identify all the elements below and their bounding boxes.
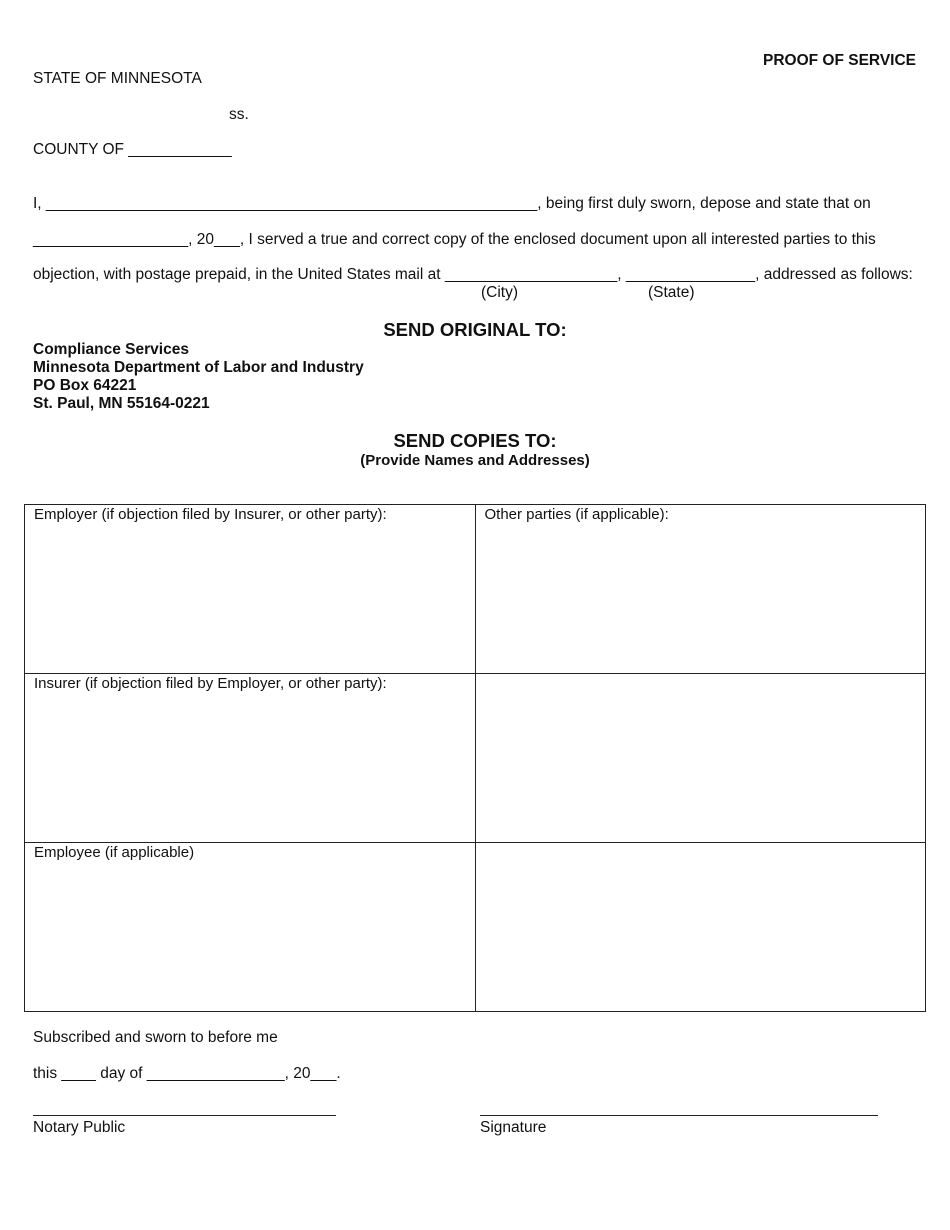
ss-label: ss. [229,106,249,123]
affidavit-line-1[interactable]: I, _________________________________________________________, being first duly sworn, depose and state that on [33,195,871,212]
employee-label: Employee (if applicable) [34,844,195,861]
other-parties-cell[interactable] [475,505,926,674]
address-line: Minnesota Department of Labor and Industry [33,359,364,376]
send-copies-subheading: (Provide Names and Addresses) [360,452,590,469]
notary-label: Notary Public [33,1119,126,1136]
affidavit-line-3[interactable]: objection, with postage prepaid, in the United States mail at ____________________, _______________, addressed as follows: [33,266,913,283]
signature-line[interactable] [480,1115,878,1116]
state-label: STATE OF MINNESOTA [33,70,202,87]
state-caption: (State) [648,284,695,301]
send-copies-heading: SEND COPIES TO: [393,430,557,451]
employer-cell[interactable] [25,505,476,674]
insurer-cell[interactable] [25,674,476,843]
notary-signature-line[interactable] [33,1115,336,1116]
send-original-heading: SEND ORIGINAL TO: [383,319,567,340]
insurer-label: Insurer (if objection filed by Employer, or other party): [34,675,387,692]
employer-label: Employer (if objection filed by Insurer, or other party): [34,506,387,523]
address-line: PO Box 64221 [33,377,137,394]
address-line: St. Paul, MN 55164-0221 [33,395,210,412]
form-title: PROOF OF SERVICE [763,52,917,69]
blank-cell[interactable] [475,843,926,1012]
other-parties-label: Other parties (if applicable): [484,506,669,523]
sworn-line-1: Subscribed and sworn to before me [33,1029,278,1046]
affidavit-line-2[interactable]: __________________, 20___, I served a true and correct copy of the enclosed document upon all interested parties to this [33,231,876,248]
signature-label: Signature [480,1119,547,1136]
parties-table [24,504,926,1012]
employee-cell[interactable] [25,843,476,1012]
county-field[interactable]: COUNTY OF ____________ [33,141,232,158]
blank-cell[interactable] [475,674,926,843]
original-address [33,341,364,413]
address-line: Compliance Services [33,341,189,358]
sworn-line-2[interactable]: this ____ day of ________________, 20___. [33,1065,341,1082]
city-caption: (City) [481,284,519,301]
